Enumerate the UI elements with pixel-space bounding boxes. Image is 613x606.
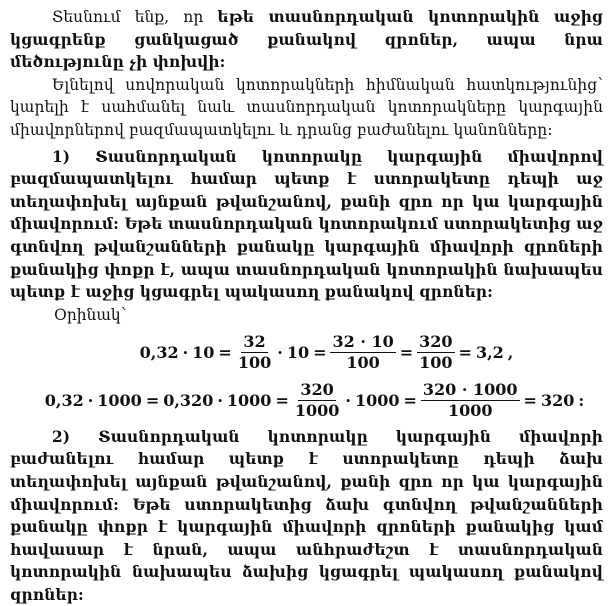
- formula-1-term-a: 0,32: [139, 343, 179, 363]
- fraction-denominator: 1000: [447, 401, 493, 421]
- formula-2-fraction-1: [293, 381, 342, 420]
- formula-2-term-b: 1000: [97, 391, 142, 411]
- rule-2-division: 2) Տասնորդական կոտորակը կարգային միավորի բաժանելու համար պետք է ստորակետը դեպի ձախ տեղափոխել այնքան թվանշանով, քանի զրո որ կա կարգային միավորում: Եթե ստորակետից ձախ գտնվող թվանշանների քանակը փոքր է կարգային միավորի զրոների քանակից կամ հավասար է նրան, ապա անհրաժեշտ է տասնորդական կոտորակին նախապես ձախից կցագրել պակասող քանակով զրոներ:: [10, 427, 603, 604]
- paragraph-definition: Ելնելով սովորական կոտորակների հիմնական հատկությունից՝ կարելի է սահմանել նաև տասնորդական կոտորակները կարգային միավորներով բազմապատկելու և դրանց բաժանելու կանոնները:: [10, 75, 603, 139]
- fraction-denominator: 100: [346, 353, 380, 373]
- fraction-denominator: 100: [237, 353, 272, 373]
- formula-2-result: 320: [540, 391, 575, 411]
- fraction-denominator: 1000: [294, 401, 340, 421]
- fraction-numerator: 320: [419, 332, 453, 352]
- formula-2-term-c: 0,320: [163, 391, 214, 411]
- formula-2-dot: ·: [345, 391, 351, 411]
- formula-2-term-d: 1000: [226, 391, 272, 411]
- formula-1-result: 3,2: [475, 343, 504, 363]
- fraction-numerator: 320 · 1000: [422, 380, 518, 400]
- formula-1-term-c: 10: [286, 343, 310, 363]
- fraction-numerator: 32: [243, 332, 266, 352]
- rule-1-multiplication: 1) Տասնորդական կոտորակը կարգային միավորով բազմապատկելու համար պետք է ստորակետը դեպի աջ տեղափոխել այնքան թվանշանով, քանի զրո որ կա կարգային միավորում: Եթե տասնորդական կոտորակում ստորակետից աջ գտնվող թվանշանների քանակը կարգային միավորի զրոների քանակից փոքր է, ապա տասնորդական կոտորակին նախապես պետք է աջից կցագրել պակասող քանակով զրոներ:: [10, 147, 603, 302]
- formula-example-1: [10, 330, 603, 376]
- formula-2-dot: ·: [87, 391, 94, 411]
- intro-bold-statement: եթե տասնորդական կոտորակին աջից կցագրենք ցանկացած քանակով զրոներ, ապա նրա մեծությունը չի փոխվի:: [10, 8, 603, 72]
- formula-1-dot: ·: [277, 343, 283, 363]
- example-label: Օրինակ՝: [54, 305, 127, 324]
- formula-2-end-punct: :: [578, 391, 585, 411]
- paragraph-intro: [10, 6, 603, 74]
- formula-2-fraction-2: [421, 381, 520, 420]
- formula-1-fraction-2: [330, 333, 395, 372]
- formula-2-dot: ·: [217, 391, 223, 411]
- formula-2-term-a: 0,32: [44, 391, 84, 411]
- fraction-numerator: 32 · 10: [332, 332, 394, 352]
- formula-example-2: [10, 376, 603, 426]
- formula-1-equals: =: [458, 343, 472, 363]
- formula-2-equals: =: [523, 391, 537, 411]
- formula-2-term-e: 1000: [354, 391, 400, 411]
- formula-2-equals: =: [403, 391, 417, 411]
- formula-2-equals: =: [145, 391, 160, 411]
- formula-1-end-punct: ,: [507, 343, 514, 363]
- fraction-numerator: 320: [300, 380, 334, 400]
- fraction-denominator: 100: [419, 353, 453, 373]
- formula-1-fraction-1: [236, 333, 273, 372]
- formula-1-fraction-3: [417, 333, 454, 372]
- formula-1-equals: =: [399, 343, 414, 363]
- formula-2-equals: =: [275, 391, 289, 411]
- formula-1-dot: ·: [182, 343, 189, 363]
- formula-1-equals: =: [218, 343, 232, 363]
- formula-1-term-b: 10: [192, 343, 215, 363]
- formula-1-equals: =: [313, 343, 327, 363]
- intro-text: Տեսնում ենք, որ: [52, 8, 218, 26]
